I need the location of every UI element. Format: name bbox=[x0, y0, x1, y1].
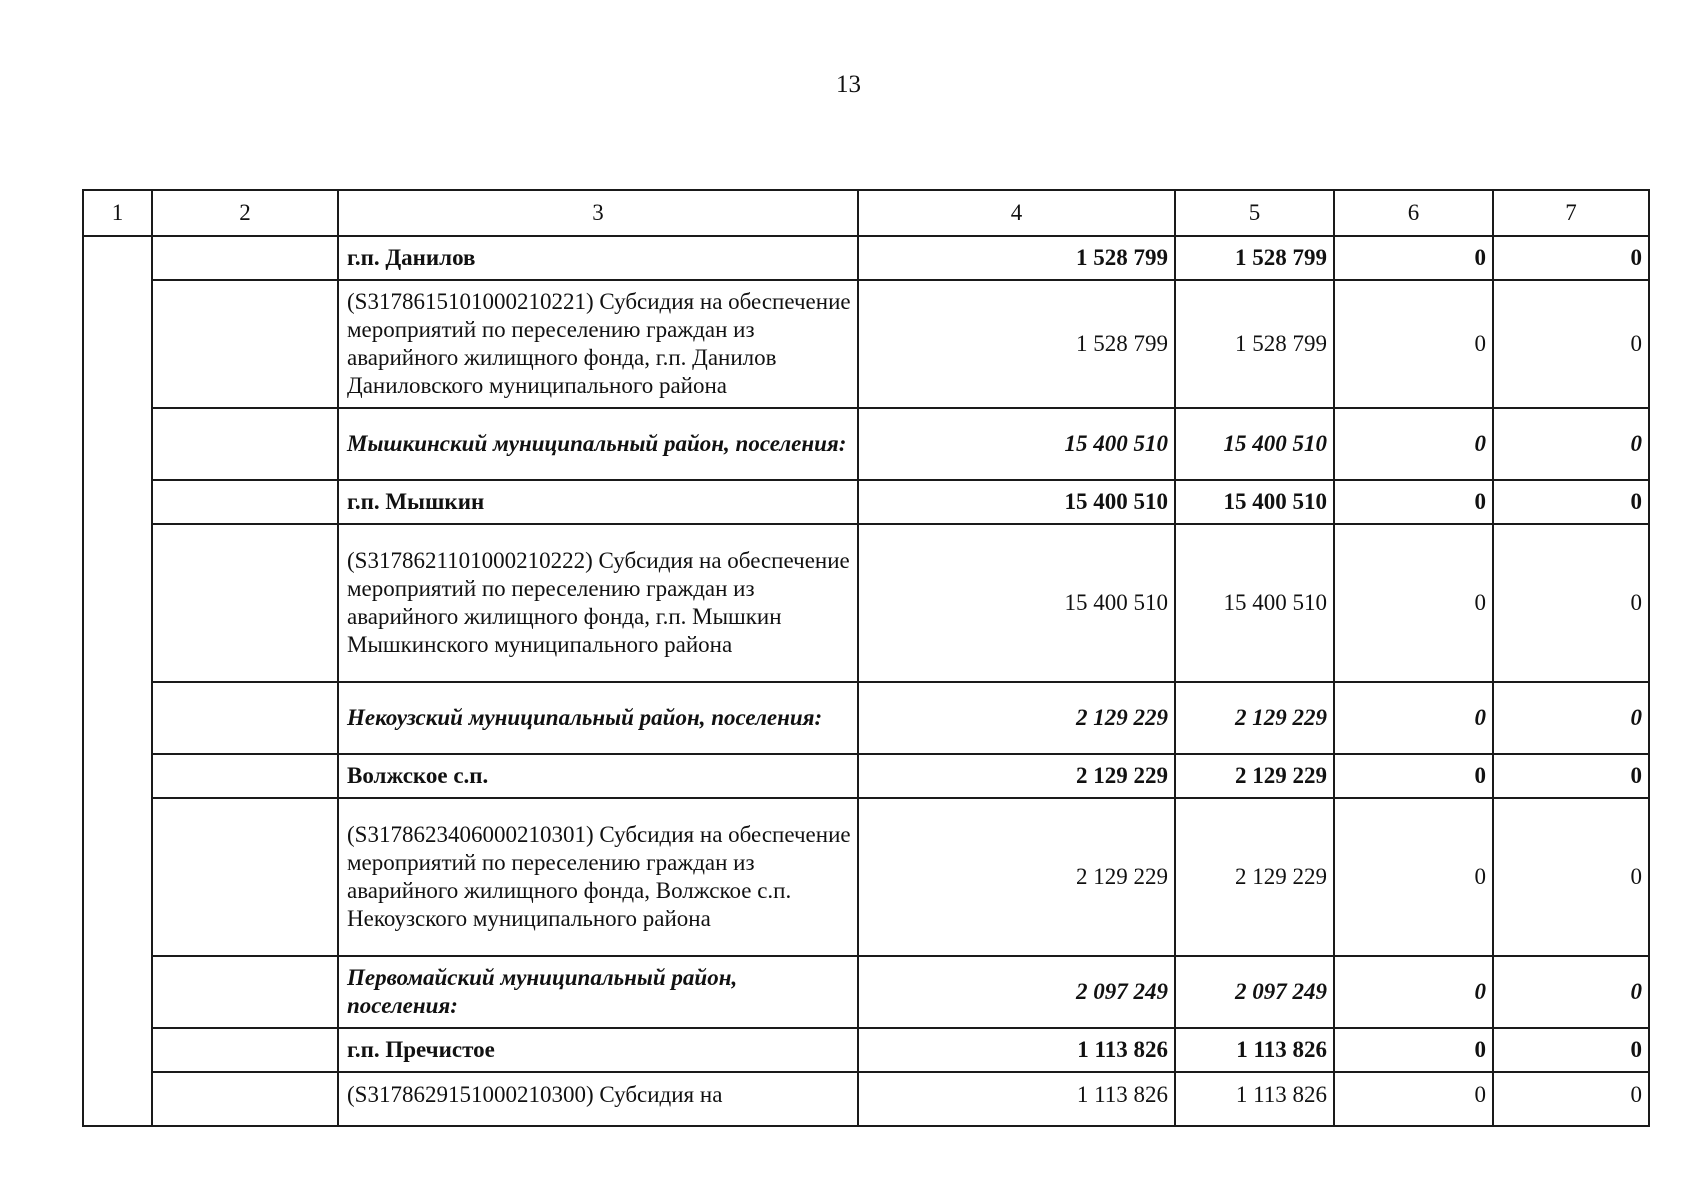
table-row bbox=[83, 408, 1649, 480]
column-2-cell bbox=[152, 524, 338, 682]
row-value-6: 0 bbox=[1334, 236, 1493, 280]
budget-table bbox=[82, 189, 1650, 1127]
row-name: (S3178621101000210222) Субсидия на обеспечение мероприятий по переселению граждан из аварийного жилищного фонда, г.п. Мышкин Мышкинского муниципального района bbox=[338, 524, 858, 682]
table-row bbox=[83, 280, 1649, 408]
row-value-7: 0 bbox=[1493, 798, 1649, 956]
row-value-5: 1 528 799 bbox=[1175, 280, 1334, 408]
table-row bbox=[83, 1072, 1649, 1126]
column-2-cell bbox=[152, 798, 338, 956]
row-value-6: 0 bbox=[1334, 682, 1493, 754]
row-value-4: 15 400 510 bbox=[858, 524, 1175, 682]
row-name: Мышкинский муниципальный район, поселения: bbox=[338, 408, 858, 480]
column-2-cell bbox=[152, 1028, 338, 1072]
row-value-5: 2 097 249 bbox=[1175, 956, 1334, 1028]
row-value-4: 2 129 229 bbox=[858, 798, 1175, 956]
table-row bbox=[83, 754, 1649, 798]
table-row bbox=[83, 798, 1649, 956]
row-value-4: 1 113 826 bbox=[858, 1072, 1175, 1126]
table-row bbox=[83, 1028, 1649, 1072]
table-row bbox=[83, 682, 1649, 754]
row-name: Волжское с.п. bbox=[338, 754, 858, 798]
row-value-6: 0 bbox=[1334, 280, 1493, 408]
row-value-5: 2 129 229 bbox=[1175, 682, 1334, 754]
row-value-5: 1 528 799 bbox=[1175, 236, 1334, 280]
row-name: (S3178623406000210301) Субсидия на обеспечение мероприятий по переселению граждан из аварийного жилищного фонда, Волжское с.п. Некоузского муниципального района bbox=[338, 798, 858, 956]
column-header: 6 bbox=[1334, 190, 1493, 236]
row-value-7: 0 bbox=[1493, 1028, 1649, 1072]
table-header-row bbox=[83, 190, 1649, 236]
column-2-cell bbox=[152, 408, 338, 480]
row-name: г.п. Мышкин bbox=[338, 480, 858, 524]
column-1-cell bbox=[83, 236, 152, 1126]
row-value-6: 0 bbox=[1334, 956, 1493, 1028]
row-value-7: 0 bbox=[1493, 408, 1649, 480]
row-value-5: 1 113 826 bbox=[1175, 1028, 1334, 1072]
row-value-6: 0 bbox=[1334, 798, 1493, 956]
row-value-5: 2 129 229 bbox=[1175, 798, 1334, 956]
row-value-7: 0 bbox=[1493, 480, 1649, 524]
row-value-6: 0 bbox=[1334, 524, 1493, 682]
row-value-5: 15 400 510 bbox=[1175, 524, 1334, 682]
row-value-6: 0 bbox=[1334, 480, 1493, 524]
row-name: (S3178629151000210300) Субсидия на bbox=[338, 1072, 858, 1126]
column-2-cell bbox=[152, 956, 338, 1028]
table-row bbox=[83, 480, 1649, 524]
column-header: 3 bbox=[338, 190, 858, 236]
column-2-cell bbox=[152, 480, 338, 524]
row-value-4: 1 113 826 bbox=[858, 1028, 1175, 1072]
column-2-cell bbox=[152, 280, 338, 408]
row-value-7: 0 bbox=[1493, 524, 1649, 682]
row-value-7: 0 bbox=[1493, 754, 1649, 798]
row-value-4: 1 528 799 bbox=[858, 236, 1175, 280]
column-header: 4 bbox=[858, 190, 1175, 236]
row-name: Первомайский муниципальный район, поселения: bbox=[338, 956, 858, 1028]
table-row bbox=[83, 524, 1649, 682]
column-header: 7 bbox=[1493, 190, 1649, 236]
row-value-5: 1 113 826 bbox=[1175, 1072, 1334, 1126]
row-name: г.п. Пречистое bbox=[338, 1028, 858, 1072]
table-row bbox=[83, 956, 1649, 1028]
row-name: (S3178615101000210221) Субсидия на обеспечение мероприятий по переселению граждан из аварийного жилищного фонда, г.п. Данилов Даниловского муниципального района bbox=[338, 280, 858, 408]
row-value-7: 0 bbox=[1493, 236, 1649, 280]
row-value-7: 0 bbox=[1493, 956, 1649, 1028]
column-2-cell bbox=[152, 682, 338, 754]
row-value-7: 0 bbox=[1493, 1072, 1649, 1126]
column-header: 1 bbox=[83, 190, 152, 236]
page-number: 13 bbox=[836, 71, 861, 98]
row-value-7: 0 bbox=[1493, 682, 1649, 754]
column-header: 5 bbox=[1175, 190, 1334, 236]
column-2-cell bbox=[152, 1072, 338, 1126]
row-value-4: 2 097 249 bbox=[858, 956, 1175, 1028]
row-value-6: 0 bbox=[1334, 1072, 1493, 1126]
row-value-5: 2 129 229 bbox=[1175, 754, 1334, 798]
row-value-4: 15 400 510 bbox=[858, 408, 1175, 480]
row-value-4: 2 129 229 bbox=[858, 754, 1175, 798]
row-value-4: 2 129 229 bbox=[858, 682, 1175, 754]
row-value-4: 1 528 799 bbox=[858, 280, 1175, 408]
column-header: 2 bbox=[152, 190, 338, 236]
row-value-6: 0 bbox=[1334, 1028, 1493, 1072]
row-value-4: 15 400 510 bbox=[858, 480, 1175, 524]
row-value-6: 0 bbox=[1334, 754, 1493, 798]
row-name: г.п. Данилов bbox=[338, 236, 858, 280]
row-value-6: 0 bbox=[1334, 408, 1493, 480]
row-value-7: 0 bbox=[1493, 280, 1649, 408]
row-name: Некоузский муниципальный район, поселения: bbox=[338, 682, 858, 754]
row-value-5: 15 400 510 bbox=[1175, 480, 1334, 524]
column-2-cell bbox=[152, 236, 338, 280]
row-value-5: 15 400 510 bbox=[1175, 408, 1334, 480]
column-2-cell bbox=[152, 754, 338, 798]
table-row bbox=[83, 236, 1649, 280]
